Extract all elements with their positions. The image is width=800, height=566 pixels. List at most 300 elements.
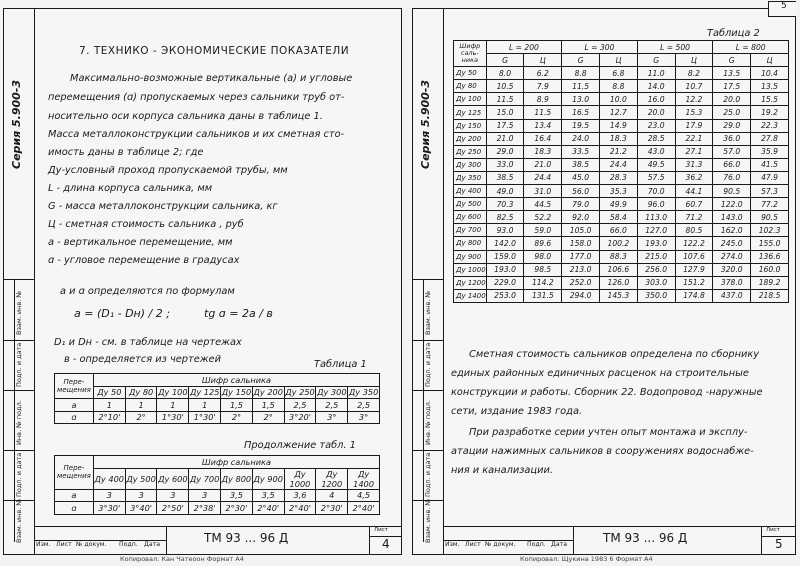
- table2-cell: 113.0: [637, 211, 675, 224]
- table1b-col-header: Ду 400: [93, 468, 125, 489]
- left-sheet: [3, 8, 402, 555]
- right-sheet-label: Лист: [766, 527, 780, 533]
- table2-subheader: G: [562, 54, 600, 67]
- table2-cell: 256.0: [637, 263, 675, 276]
- para-line: конструкции и работы. Сборник 22. Водопровод -наружные: [451, 387, 763, 398]
- left-stamp-5: Взам. инв. №: [15, 498, 23, 543]
- table2-cell: 215.0: [637, 250, 675, 263]
- table2-cell: 142.0: [486, 237, 524, 250]
- table2-cell: 57.5: [637, 171, 675, 184]
- table2-cell: 174.8: [675, 289, 713, 302]
- legend-line: Ц - сметная стоимость сальника , руб: [48, 219, 244, 230]
- note-d1: D₁ и Dн - см. в таблице на чертежах: [54, 337, 242, 348]
- table2-cell: 177.0: [562, 250, 600, 263]
- legend-line: Ду-условный проход пропускаемой трубы, мм: [48, 165, 288, 176]
- table1-cell-a: 1,5: [221, 399, 253, 412]
- table2-cell: 159.0: [486, 250, 524, 263]
- left-stamp-1: Взам. инв. №: [15, 290, 23, 335]
- right-stamp-4: Подп. и дата: [424, 452, 432, 497]
- table2-row-name: Ду 200: [454, 132, 487, 145]
- para-line: Сметная стоимость сальников определена по сборнику: [469, 349, 760, 360]
- formula-intro: а и ɑ определяются по формулам: [60, 286, 235, 297]
- table1b-cell-alpha: 2°40': [284, 502, 316, 515]
- table2-cell: 193.0: [637, 237, 675, 250]
- table2-cell: 151.2: [675, 276, 713, 289]
- table2-cell: 35.9: [751, 145, 789, 158]
- table2-row-name: Ду 1200: [454, 276, 487, 289]
- table2-cell: 59.0: [524, 224, 562, 237]
- table2-row-name: Ду 600: [454, 211, 487, 224]
- table1b-col-header: Ду 800: [221, 468, 253, 489]
- table2-cell: 320.0: [713, 263, 751, 276]
- table1-group-header: Шифр сальника: [93, 374, 379, 387]
- table2-cell: 189.2: [751, 276, 789, 289]
- table1-cell-alpha: 3°: [316, 411, 348, 424]
- table-1-continued: [54, 455, 380, 515]
- table1b-col-header: Ду 600: [157, 468, 189, 489]
- table2-cell: 66.0: [600, 224, 638, 237]
- table1-col-header: Ду 50: [93, 386, 125, 399]
- table2-cell: 218.5: [751, 289, 789, 302]
- para-line: носительно оси корпуса сальника даны в таблице 1.: [48, 111, 323, 122]
- table2-row-name: Ду 350: [454, 171, 487, 184]
- table1b-col-header: Ду 1000: [284, 468, 316, 489]
- table2-cell: 31.3: [675, 158, 713, 171]
- table2-cell: 10.7: [675, 80, 713, 93]
- legend-line: G - масса металлоконструкции сальника, кг: [48, 201, 278, 212]
- table2-cell: 16.0: [637, 93, 675, 106]
- table-row: [454, 93, 789, 106]
- table2-cell: 70.3: [486, 198, 524, 211]
- right-sheet: [412, 1, 796, 555]
- table1b-row-label: ɑ: [55, 502, 94, 515]
- table2-cell: 52.2: [524, 211, 562, 224]
- table2-cell: 24.4: [600, 158, 638, 171]
- right-stamp-3: Инв. № подл.: [424, 400, 432, 445]
- left-stamp-3: Инв. № подл.: [15, 400, 23, 445]
- table2-cell: 98.5: [524, 263, 562, 276]
- table2-cell: 127.0: [637, 224, 675, 237]
- table2-cell: 11.5: [524, 106, 562, 119]
- para-line: При разработке серии учтен опыт монтажа и эксплу-: [469, 427, 748, 438]
- table1-col-header: Ду 200: [253, 387, 283, 398]
- left-bottom-labels: Изм. Лист № докум. Подп. Дата: [36, 541, 161, 548]
- table-row: [454, 106, 789, 119]
- table2-cell: 102.3: [751, 224, 789, 237]
- table2-cell: 38.5: [486, 171, 524, 184]
- table2-cell: 80.5: [675, 224, 713, 237]
- table2-subheader: G: [486, 54, 524, 67]
- table2-cell: 107.6: [675, 250, 713, 263]
- table1-cell-a: 1: [125, 399, 157, 412]
- table2-cell: 162.0: [713, 224, 751, 237]
- left-series-label: Серия 5.900-3: [10, 79, 23, 169]
- para-line: перемещения (ɑ) пропускаемых через сальники труб от-: [48, 92, 345, 103]
- table2-cell: 122.2: [675, 237, 713, 250]
- right-bottom-labels: Изм. Лист № докум. Подп. Дата: [445, 541, 568, 548]
- table2-cell: 13.5: [713, 67, 751, 80]
- table-row: [454, 289, 789, 302]
- corner-sheet-number: 5: [781, 1, 787, 11]
- table2-cell: 253.0: [486, 289, 524, 302]
- table1b-cell-alpha: 3°40': [125, 502, 157, 515]
- table1-col-header: Ду 80: [125, 386, 157, 399]
- table1b-cell-alpha: 2°40': [348, 502, 380, 515]
- table1b-cell-a: 3,6: [284, 489, 316, 502]
- table2-cell: 14.9: [600, 119, 638, 132]
- table2-cell: 56.0: [562, 185, 600, 198]
- table2-cell: 8.8: [600, 80, 638, 93]
- table-row: [454, 67, 789, 80]
- table1b-cell-a: 3,5: [221, 489, 253, 502]
- legend-line: ɑ - угловое перемещение в градусах: [48, 255, 240, 266]
- table2-cell: 145.3: [600, 289, 638, 302]
- table2-cell: 29.0: [486, 145, 524, 158]
- table1b-cell-alpha: 2°50': [157, 502, 189, 515]
- table2-cell: 90.5: [751, 211, 789, 224]
- table2-row-name: Ду 1400: [454, 289, 487, 302]
- table2-cell: 57.3: [751, 185, 789, 198]
- table2-cell: 28.5: [637, 132, 675, 145]
- intro-paragraph: [48, 73, 398, 168]
- table2-cell: 41.5: [751, 158, 789, 171]
- para-line: имость даны в таблице 2; где: [48, 147, 204, 158]
- table2-cell: 79.0: [562, 198, 600, 211]
- table2-cell: 98.0: [524, 250, 562, 263]
- table1b-cell-a: 3: [125, 489, 157, 502]
- para-line: атации нажимных сальников в сооружениях водоснабже-: [451, 446, 754, 457]
- right-series-label: Серия 5.900-3: [419, 79, 432, 169]
- table1-cell-a: 1: [93, 399, 125, 412]
- estimate-paragraph: [451, 349, 791, 429]
- table2-cell: 35.3: [600, 185, 638, 198]
- table2-cell: 44.1: [675, 185, 713, 198]
- table1-col-header: Ду 100: [158, 387, 188, 398]
- table2-cell: 106.6: [600, 263, 638, 276]
- table2-cell: 24.0: [562, 132, 600, 145]
- table2-cell: 122.0: [713, 198, 751, 211]
- table-row: [454, 276, 789, 289]
- table2-cell: 33.0: [486, 158, 524, 171]
- table-row: [454, 145, 789, 158]
- table1b-cell-a: 4: [316, 489, 348, 502]
- table2-row-name: Ду 250: [454, 145, 487, 158]
- left-sheet-number: 4: [382, 537, 390, 551]
- table-row: [454, 158, 789, 171]
- table-row: [454, 211, 789, 224]
- table2-cell: 70.0: [637, 185, 675, 198]
- table2-cell: 17.5: [486, 119, 524, 132]
- table2-cell: 8.9: [524, 93, 562, 106]
- right-stamp-1: Взам. инв. №: [424, 290, 432, 335]
- table1b-cell-alpha: 2°40': [252, 502, 284, 515]
- table2-cell: 213.0: [562, 263, 600, 276]
- table2-cell: 96.0: [637, 198, 675, 211]
- table2-group-1: L = 200: [486, 41, 562, 54]
- left-drawing-code: ТМ 93 ... 96 Д: [204, 531, 289, 545]
- table1-cell-alpha: 2°: [252, 411, 284, 424]
- table2-cell: 88.3: [600, 250, 638, 263]
- table2-cell: 13.0: [562, 93, 600, 106]
- table1b-cell-a: 3: [157, 489, 189, 502]
- table1b-col-header: Ду 1400: [348, 468, 380, 489]
- table1b-cell-alpha: 2°38': [189, 502, 221, 515]
- table1-cell-a: 1,5: [252, 399, 284, 412]
- table-row: [454, 171, 789, 184]
- table2-cell: 16.5: [562, 106, 600, 119]
- table2-cell: 20.0: [713, 93, 751, 106]
- table2-cell: 143.0: [713, 211, 751, 224]
- formula-a: а = (D₁ - Dн) / 2 ;: [74, 307, 170, 320]
- table2-cell: 11.5: [486, 93, 524, 106]
- table2-cell: 57.0: [713, 145, 751, 158]
- table2-cell: 378.0: [713, 276, 751, 289]
- table2-cell: 13.4: [524, 119, 562, 132]
- table2-cell: 22.1: [675, 132, 713, 145]
- table1-row-label: а: [55, 399, 94, 412]
- table2-cell: 7.9: [524, 80, 562, 93]
- table1-cell-a: 2,5: [316, 399, 348, 412]
- table2-cell: 350.0: [637, 289, 675, 302]
- table2-cell: 33.5: [562, 145, 600, 158]
- table1b-col-header: Ду 500: [125, 468, 157, 489]
- table2-subheader: Ц: [524, 54, 562, 67]
- table1b-cell-a: 3: [93, 489, 125, 502]
- table2-cell: 12.2: [675, 93, 713, 106]
- table2-cell: 22.3: [751, 119, 789, 132]
- table1-col-header: Ду 350: [348, 387, 379, 398]
- table2-cell: 8.8: [562, 67, 600, 80]
- table2-cell: 49.0: [486, 185, 524, 198]
- table2-group-2: L = 300: [562, 41, 638, 54]
- page-heading: 7. ТЕХНИКО - ЭКОНОМИЧЕСКИЕ ПОКАЗАТЕЛИ: [79, 45, 350, 57]
- table1-row-label: ɑ: [55, 411, 94, 424]
- para-line: сети, издание 1983 года.: [451, 406, 583, 417]
- table-row: [454, 237, 789, 250]
- table2-cell: 66.0: [713, 158, 751, 171]
- table-row: [454, 132, 789, 145]
- table1b-cell-alpha: 2°30': [316, 502, 348, 515]
- table2-cell: 193.0: [486, 263, 524, 276]
- table1-cell-alpha: 2°10': [93, 411, 125, 424]
- table2-cell: 155.0: [751, 237, 789, 250]
- table-row: [454, 224, 789, 237]
- table1-cell-a: 1: [157, 399, 189, 412]
- legend-line: L - длина корпуса сальника, мм: [48, 183, 213, 194]
- table1-col-header: Ду 150: [221, 387, 252, 398]
- table2-cell: 16.4: [524, 132, 562, 145]
- table2-row-header: Шифр саль-ника: [454, 41, 487, 67]
- left-stamp-4: Подп. и дата: [15, 452, 23, 497]
- table2-cell: 114.2: [524, 276, 562, 289]
- table2-title: Таблица 2: [707, 28, 760, 39]
- table2-row-name: Ду 150: [454, 119, 487, 132]
- table2-row-name: Ду 300: [454, 158, 487, 171]
- table1-cell-alpha: 1°30': [157, 411, 189, 424]
- table2-row-name: Ду 1000: [454, 263, 487, 276]
- table2-cell: 60.7: [675, 198, 713, 211]
- table2-cell: 126.0: [600, 276, 638, 289]
- right-footer: Копировал: Щукина 1983 6 Формат А4: [520, 555, 653, 563]
- table2-cell: 18.3: [600, 132, 638, 145]
- table1-cell-a: 2,5: [284, 399, 316, 412]
- para-line: Масса металлоконструкции сальников и их сметная сто-: [48, 129, 345, 140]
- table1b-cell-alpha: 3°30': [93, 502, 125, 515]
- table-row: [454, 80, 789, 93]
- para-line: единых районных единичных расценок на строительные: [451, 368, 749, 379]
- table2-cell: 294.0: [562, 289, 600, 302]
- table1b-cell-a: 3,5: [252, 489, 284, 502]
- table2-row-name: Ду 125: [454, 106, 487, 119]
- right-sheet-number: 5: [775, 537, 783, 551]
- table1b-cell-a: 3: [189, 489, 221, 502]
- table2-subheader: Ц: [675, 54, 713, 67]
- table2-cell: 6.2: [524, 67, 562, 80]
- left-stamp-2: Подп. и дата: [15, 342, 23, 387]
- experience-paragraph: [451, 427, 791, 487]
- table2-cell: 136.6: [751, 250, 789, 263]
- table2-cell: 47.9: [751, 171, 789, 184]
- table1-col-header: Ду 300: [317, 387, 347, 398]
- table2-cell: 21.2: [600, 145, 638, 158]
- table2-subheader: Ц: [751, 54, 789, 67]
- table2-subheader: G: [637, 54, 675, 67]
- table2-cell: 49.9: [600, 198, 638, 211]
- table2-cell: 12.7: [600, 106, 638, 119]
- table2-row-name: Ду 400: [454, 185, 487, 198]
- table-row: [454, 185, 789, 198]
- table2-cell: 19.2: [751, 106, 789, 119]
- table2-cell: 43.0: [637, 145, 675, 158]
- table-row: [454, 263, 789, 276]
- table2-cell: 160.0: [751, 263, 789, 276]
- table2-cell: 10.4: [751, 67, 789, 80]
- table1-row-header: Пере-мещения: [55, 374, 94, 399]
- table2-group-3: L = 500: [637, 41, 713, 54]
- table2-cell: 15.0: [486, 106, 524, 119]
- table2-cell: 274.0: [713, 250, 751, 263]
- table2-cell: 25.0: [713, 106, 751, 119]
- table2-cell: 17.5: [713, 80, 751, 93]
- table2-cell: 6.8: [600, 67, 638, 80]
- symbol-legend: [48, 165, 398, 280]
- right-drawing-code: ТМ 93 ... 96 Д: [603, 531, 688, 545]
- table2-cell: 29.0: [713, 119, 751, 132]
- table1b-cell-alpha: 2°30': [221, 502, 253, 515]
- table2-cell: 245.0: [713, 237, 751, 250]
- table1-col-header: Ду 125: [189, 387, 220, 398]
- table2-cell: 27.8: [751, 132, 789, 145]
- table2-row-name: Ду 80: [454, 80, 487, 93]
- table2-cell: 303.0: [637, 276, 675, 289]
- table2-cell: 93.0: [486, 224, 524, 237]
- table2-group-4: L = 800: [713, 41, 789, 54]
- table1-cell-alpha: 3°20': [284, 411, 316, 424]
- table2-cell: 23.0: [637, 119, 675, 132]
- table2-cell: 38.5: [562, 158, 600, 171]
- table2-cell: 15.3: [675, 106, 713, 119]
- table2-row-name: Ду 50: [454, 67, 487, 80]
- table1b-group-header: Шифр сальника: [93, 456, 379, 469]
- table2-cell: 27.1: [675, 145, 713, 158]
- table2-cell: 8.0: [486, 67, 524, 80]
- table2-cell: 21.0: [524, 158, 562, 171]
- table2-cell: 8.2: [675, 67, 713, 80]
- table2-cell: 44.5: [524, 198, 562, 211]
- table2-cell: 77.2: [751, 198, 789, 211]
- table1-cell-alpha: 2°: [125, 411, 157, 424]
- table1-cell-alpha: 3°: [348, 411, 380, 424]
- table2-cell: 158.0: [562, 237, 600, 250]
- table2-cell: 18.3: [524, 145, 562, 158]
- table1-cell-alpha: 2°: [221, 411, 253, 424]
- right-stamp-5: Взам. инв. №: [424, 498, 432, 543]
- table2-subheader: Ц: [600, 54, 638, 67]
- table1-cell-alpha: 1°30': [189, 411, 221, 424]
- table2-cell: 252.0: [562, 276, 600, 289]
- table1b-col-header: Ду 1200: [316, 468, 348, 489]
- table1b-row-header: Пере-мещения: [55, 456, 94, 490]
- table1-col-header: Ду 250: [285, 387, 315, 398]
- left-footer: Копировал: Кан Чатеоон Формат А4: [120, 555, 244, 563]
- table2-cell: 10.0: [600, 93, 638, 106]
- table2-cell: 105.0: [562, 224, 600, 237]
- formula-alpha: tg ɑ = 2а / в: [204, 307, 273, 320]
- table2-cell: 82.5: [486, 211, 524, 224]
- table1b-cell-a: 4,5: [348, 489, 380, 502]
- table2-cell: 11.0: [637, 67, 675, 80]
- table2-cell: 100.2: [600, 237, 638, 250]
- table2-subheader: G: [713, 54, 751, 67]
- table2-row-name: Ду 800: [454, 237, 487, 250]
- table1b-row-label: а: [55, 489, 94, 502]
- table2-cell: 89.6: [524, 237, 562, 250]
- table1-continuation-title: Продолжение табл. 1: [244, 440, 356, 451]
- note-b: в - определяется из чертежей: [64, 354, 221, 365]
- table2-cell: 49.5: [637, 158, 675, 171]
- table-row: [454, 198, 789, 211]
- table2-cell: 19.5: [562, 119, 600, 132]
- table2-row-name: Ду 700: [454, 224, 487, 237]
- table2-cell: 127.9: [675, 263, 713, 276]
- table1-cell-a: 1: [189, 399, 221, 412]
- table2-cell: 24.4: [524, 171, 562, 184]
- table1-cell-a: 2,5: [348, 399, 380, 412]
- table2-row-name: Ду 900: [454, 250, 487, 263]
- table2-cell: 11.5: [562, 80, 600, 93]
- table2-cell: 15.5: [751, 93, 789, 106]
- table2-cell: 21.0: [486, 132, 524, 145]
- table-row: [454, 119, 789, 132]
- table2-cell: 90.5: [713, 185, 751, 198]
- table2-cell: 20.0: [637, 106, 675, 119]
- para-line: Максимально-возможные вертикальные (а) и угловые: [70, 73, 353, 84]
- table2-cell: 13.5: [751, 80, 789, 93]
- table2-cell: 45.0: [562, 171, 600, 184]
- para-line: ния и канализации.: [451, 465, 553, 476]
- table2-cell: 131.5: [524, 289, 562, 302]
- table2-cell: 76.0: [713, 171, 751, 184]
- right-stamp-2: Подп. и дата: [424, 342, 432, 387]
- left-sheet-label: Лист: [374, 527, 388, 533]
- table2-cell: 92.0: [562, 211, 600, 224]
- table2-cell: 36.0: [713, 132, 751, 145]
- table2-cell: 229.0: [486, 276, 524, 289]
- table2-cell: 31.0: [524, 185, 562, 198]
- table1b-col-header: Ду 900: [252, 468, 284, 489]
- table2-cell: 58.4: [600, 211, 638, 224]
- table-1: [54, 373, 380, 424]
